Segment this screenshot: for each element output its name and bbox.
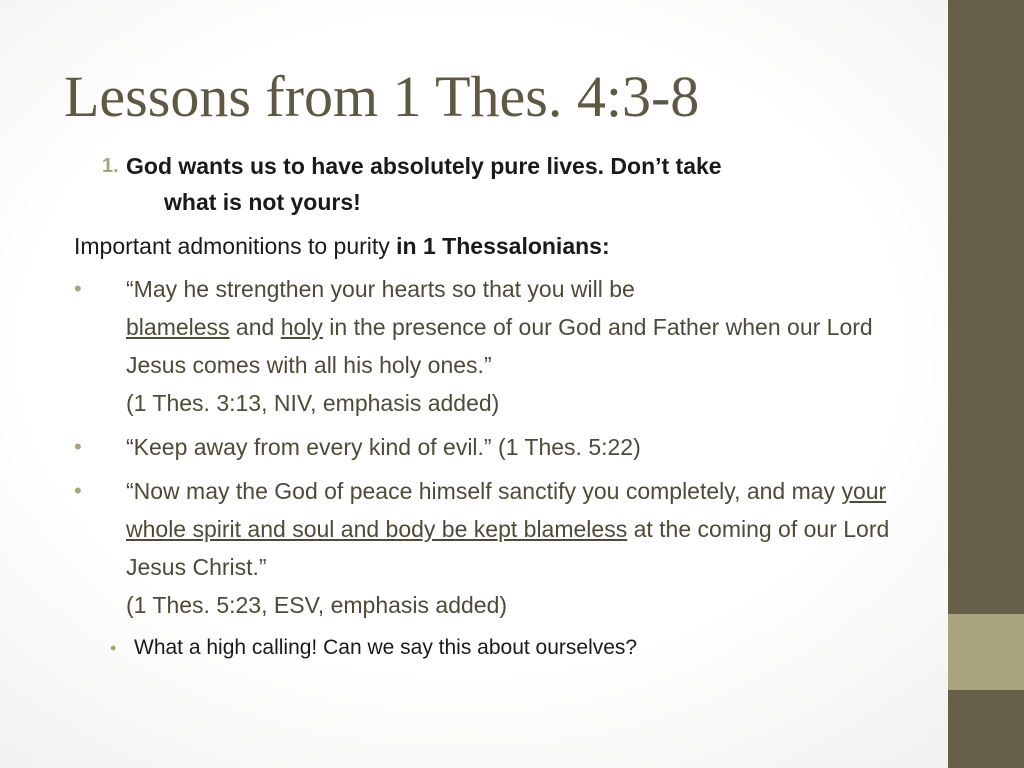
bullet-1-citation: (1 Thes. 3:13, NIV, emphasis added) [126,390,500,416]
bullet-2-text: “Keep away from every kind of evil.” (1 Thes. 5:22) [126,434,641,460]
sub-bullet-text: What a high calling! Can we say this about ourselves? [134,636,638,659]
bullet-marker: • [74,276,82,301]
sub-bullet-marker: • [110,638,117,658]
intro-line [74,228,934,264]
bullet-1-underline-holy: holy [280,314,323,340]
numbered-point-1 [74,148,934,220]
sidebar-accent-block [948,614,1024,690]
bullet-marker: • [74,434,82,459]
point-line-2: what is not yours! [164,189,361,215]
intro-bold: in 1 Thessalonians: [396,233,610,259]
bullet-3-text-a: “Now may the God of peace himself sanctify you completely, and may [126,478,842,504]
bullet-1-text-b: and [229,314,281,340]
sidebar-bar [948,0,1024,768]
bullet-1-underline-blameless: blameless [126,314,230,340]
bullet-item-1 [74,270,934,422]
bullet-3-text-b: at the coming of our Lord Jesus Christ.” [126,516,890,580]
bullet-3-underline: your whole spirit and soul and body be kept blameless [126,478,887,542]
point-line-1: God wants us to have absolutely pure lives. Don’t take [126,153,722,179]
bullet-1-text-a: “May he strengthen your hearts so that you will be [126,276,635,302]
slide-title: Lessons from 1 Thes. 4:3-8 [64,64,700,129]
bullet-1-text-c: in the presence of our God and Father when our Lord Jesus comes with all his holy ones.” [126,314,873,378]
slide-content [74,148,934,664]
point-number: 1. [102,155,119,177]
bullet-marker: • [74,478,82,503]
bullet-3-citation: (1 Thes. 5:23, ESV, emphasis added) [126,592,508,618]
intro-text: Important admonitions to purity [74,233,397,259]
bullet-item-2 [74,428,934,466]
sub-bullet-item [74,632,934,664]
bullet-item-3 [74,472,934,624]
